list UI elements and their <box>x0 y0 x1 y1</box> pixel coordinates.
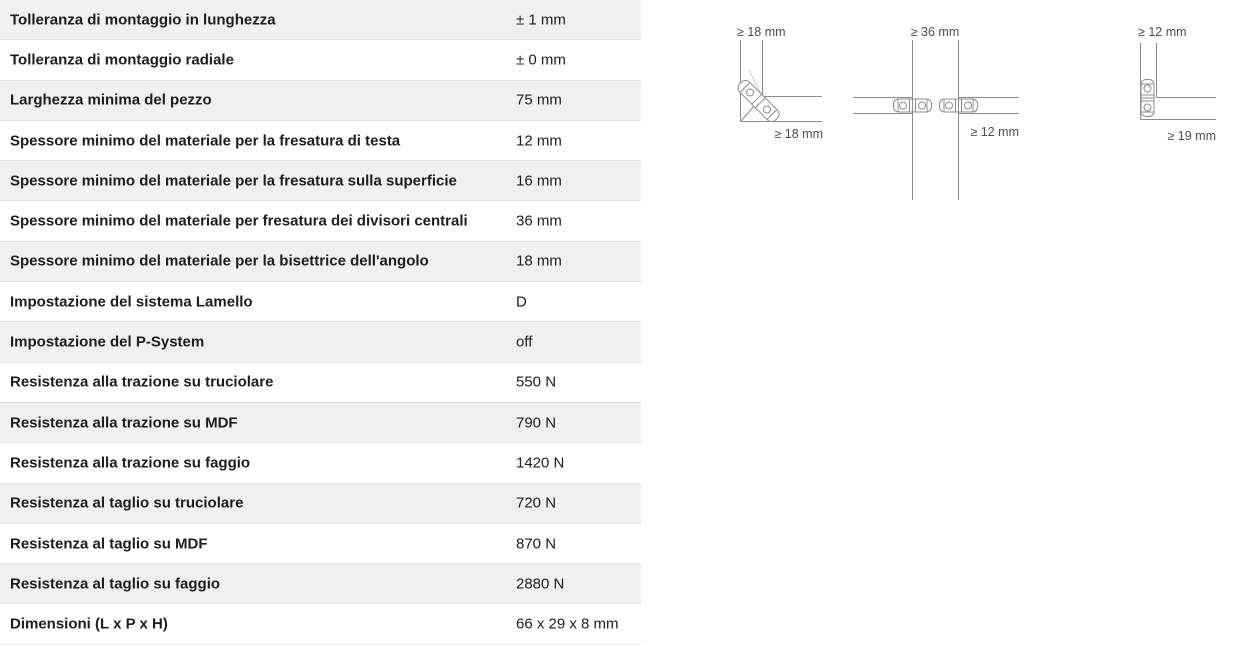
spec-value: 12 mm <box>516 132 562 150</box>
table-row <box>0 40 641 80</box>
spec-label: Resistenza al taglio su MDF <box>10 535 208 552</box>
spec-value: 18 mm <box>516 252 562 270</box>
spec-label: Impostazione del P-System <box>10 333 205 351</box>
spec-label: Tolleranza di montaggio radiale <box>10 51 234 69</box>
spec-label: Dimensioni (L x P x H) <box>10 615 168 633</box>
joint-diagrams-svg <box>660 0 1234 220</box>
dimension-label: ≥ 36 mm <box>910 25 960 39</box>
dimension-label: ≥ 18 mm <box>774 127 823 141</box>
center-divider-joint-diagram <box>853 25 1019 200</box>
joint-diagrams <box>660 0 1234 220</box>
table-row <box>0 0 641 40</box>
table-row <box>0 484 641 524</box>
table-row <box>0 322 641 362</box>
connector-icon <box>940 99 978 112</box>
panel-lines <box>741 40 823 122</box>
spec-label: Resistenza alla trazione su faggio <box>10 454 251 472</box>
spec-label: Impostazione del sistema Lamello <box>10 293 253 311</box>
spec-label: Spessore minimo del materiale per la fresatura di testa <box>10 132 401 150</box>
spec-value: 66 x 29 x 8 mm <box>516 615 619 633</box>
spec-value: 550 N <box>516 373 557 391</box>
dimension-label: ≥ 19 mm <box>1167 129 1216 143</box>
spec-value: ± 1 mm <box>516 11 566 29</box>
spec-label: Tolleranza di montaggio in lunghezza <box>10 11 276 29</box>
table-row <box>0 282 641 322</box>
spec-label: Resistenza al taglio su truciolare <box>10 494 244 512</box>
spec-label: Larghezza minima del pezzo <box>10 91 212 109</box>
table-row <box>0 242 641 282</box>
table-row <box>0 524 641 564</box>
spec-label: Resistenza al taglio su faggio <box>10 575 221 593</box>
table-row <box>0 121 641 161</box>
table-row <box>0 564 641 604</box>
spec-value: off <box>516 333 533 351</box>
connector-icon <box>1141 80 1154 117</box>
spec-value: 16 mm <box>516 172 562 190</box>
panel-lines <box>853 40 1019 200</box>
spec-label: Spessore minimo del materiale per fresatura dei divisori centrali <box>10 212 468 230</box>
spec-value: 36 mm <box>516 212 562 230</box>
dimension-label: ≥ 12 mm <box>1138 25 1187 39</box>
table-row <box>0 363 641 403</box>
table-row <box>0 604 641 644</box>
spec-value: ± 0 mm <box>516 51 566 69</box>
table-row <box>0 81 641 121</box>
table-row <box>0 161 641 201</box>
table-row <box>0 443 641 483</box>
spec-label: Spessore minimo del materiale per la bisettrice dell'angolo <box>10 252 429 270</box>
connector-icon <box>736 78 782 124</box>
spec-label: Resistenza alla trazione su truciolare <box>10 373 274 391</box>
dimension-label: ≥ 18 mm <box>737 25 786 39</box>
dimension-label: ≥ 12 mm <box>970 125 1019 139</box>
table-row <box>0 201 641 241</box>
spec-value: 790 N <box>516 414 557 432</box>
spec-value: 2880 N <box>516 575 565 593</box>
spec-value: 720 N <box>516 494 557 512</box>
spec-value: 1420 N <box>516 454 565 472</box>
miter-joint-diagram <box>736 25 823 141</box>
spec-label: Spessore minimo del materiale per la fresatura sulla superficie <box>10 172 457 190</box>
spec-value: 870 N <box>516 535 557 552</box>
surface-joint-diagram <box>1138 25 1216 143</box>
spec-value: D <box>516 293 527 311</box>
spec-label: Resistenza alla trazione su MDF <box>10 414 238 432</box>
spec-value: 75 mm <box>516 91 562 109</box>
connector-icon <box>894 99 932 112</box>
table-row <box>0 403 641 443</box>
